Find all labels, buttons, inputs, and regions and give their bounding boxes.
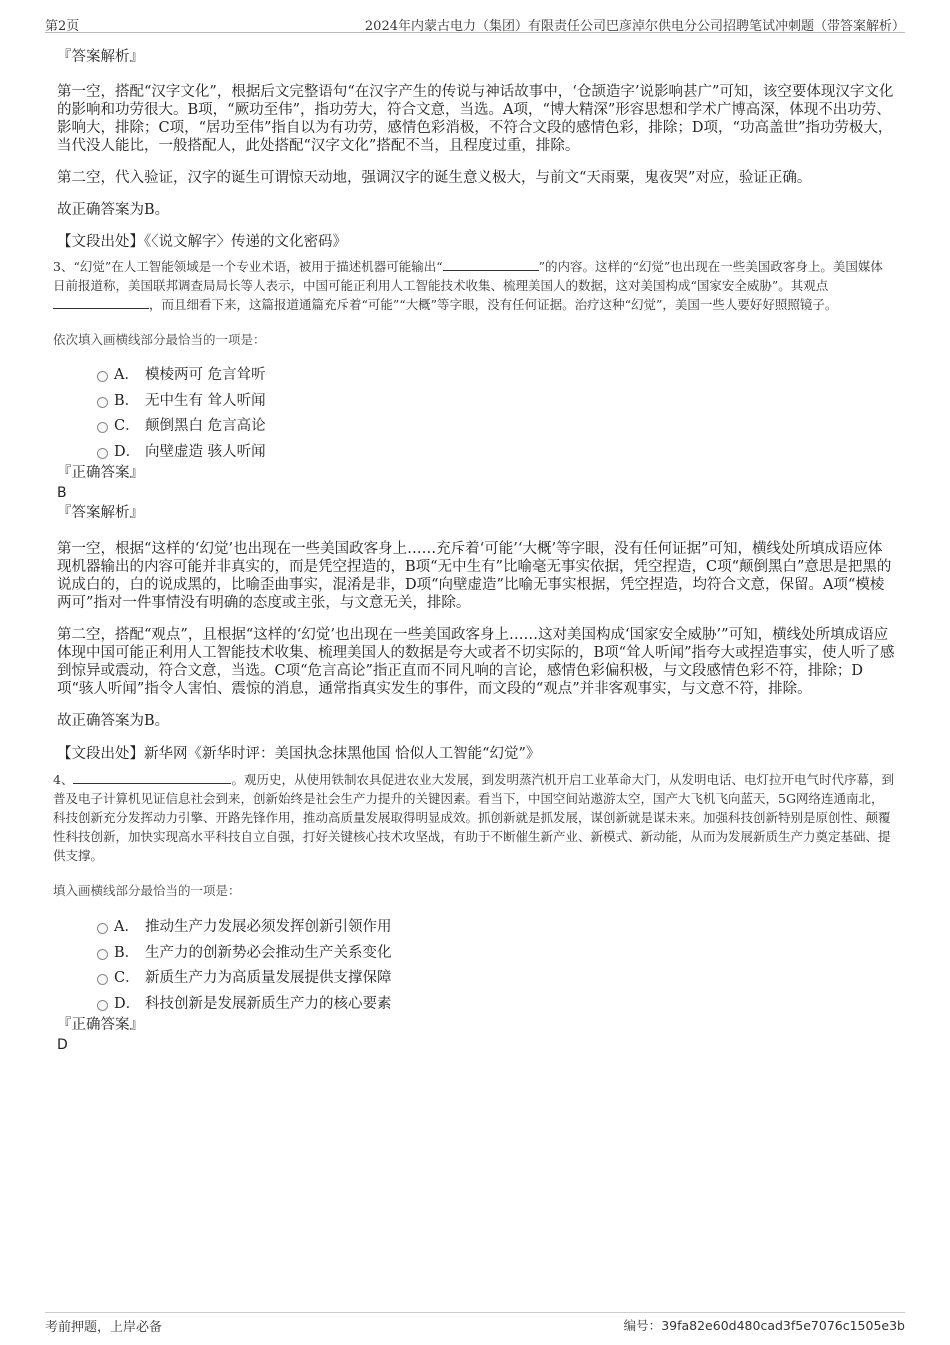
analysis-label: 『答案解析』: [57, 505, 144, 521]
option-c[interactable]: C． 颠倒黑白 危言高论: [57, 416, 895, 442]
option-b[interactable]: B． 生产力的创新势必会推动生产关系变化: [57, 943, 895, 969]
document-title: 2024年内蒙古电力（集团）有限责任公司巴彦淖尔供电分公司招聘笔试冲刺题（带答案解析）: [364, 19, 905, 34]
option-d[interactable]: D． 科技创新是发展新质生产力的核心要素: [57, 994, 895, 1020]
radio-icon[interactable]: [97, 448, 108, 459]
document-code: 编号：39fa82e60d480cad3f5e7076c1505e3b: [623, 1318, 905, 1333]
option-a[interactable]: A． 模棱两可 危言耸听: [57, 365, 895, 391]
blank-line: [443, 258, 539, 271]
answer-label: 『正确答案』: [57, 465, 144, 481]
radio-icon[interactable]: [97, 949, 108, 960]
radio-icon[interactable]: [97, 1000, 108, 1011]
option-d[interactable]: D． 向壁虚造 骇人听闻: [57, 442, 895, 468]
blank-line: [73, 771, 231, 784]
correct-answer: B: [57, 485, 67, 501]
radio-icon[interactable]: [97, 974, 108, 985]
page-number: 第2页: [45, 19, 80, 34]
analysis-paragraph-1: 第一空，搭配“汉字文化”，根据后文完整语句“在汉字产生的传说与神话故事中，‘仓颉造字’说影响甚广”可知，该空要体现汉字文化的影响和功劳很大。B项，“厥功至伟”，指功劳大，符合文意，当选。A项，“博大精深”形容思想和学术广博高深，体现不出功劳、影响大，排除；C项，“居功至伟”指自以为有功劳，感情色彩消极，不符合文段的感情色彩，排除；D项，“功高盖世”指功劳极大，当代没人能比，一般搭配人，此处搭配“汉字文化”搭配不当，且程度过重，排除。: [57, 84, 894, 154]
question-3: 3、“幻觉”在人工智能领域是一个专业术语，被用于描述机器可能输出“ ”的内容。这样的“幻觉”也出现在一些美国政客身上。美国媒体日前报道称，美国联邦调查局局长等人表示，中国可能正利用人工智能技术收集、梳理美国人的数据，这对美国构成“国家安全威胁”。其观点，而且细看下来，这篇报道通篇充斥着“可能”“大概”等字眼，没有任何证据。治疗这种“幻觉”，美国一些人要好好照照镜子。: [53, 259, 883, 312]
option-a[interactable]: A． 推动生产力发展必须发挥创新引领作用: [57, 917, 895, 943]
conclusion: 故正确答案为B。: [57, 202, 170, 218]
radio-icon[interactable]: [97, 923, 108, 934]
page-content: [53, 46, 895, 1053]
analysis-paragraph-2: 第二空，代入验证，汉字的诞生可谓惊天动地，强调汉字的诞生意义极大，与前文“天雨粟，鬼夜哭”对应，验证正确。: [57, 170, 812, 186]
conclusion: 故正确答案为B。: [57, 713, 170, 729]
options-list: [57, 917, 895, 1019]
radio-icon[interactable]: [97, 422, 108, 433]
page-footer: [45, 1312, 905, 1335]
page-header: [45, 14, 905, 33]
options-list: [57, 365, 895, 467]
analysis-paragraph-2: 第二空，搭配“观点”，且根据“这样的‘幻觉’也出现在一些美国政客身上……这对美国构成‘国家安全威胁’”可知，横线处所填成语应体现中国可能正利用人工智能技术收集、梳理美国人的数据是夸大或者不切实际的，B项“耸人听闻”指夸大或捏造事实，使人听了感到惊异或震动，符合文意，当选。C项“危言高论”指正直而不同凡响的言论，感情色彩偏积极，与文段感情色彩不符，排除；D项“骇人听闻”指令人害怕、震惊的消息，通常指真实发生的事件，而文段的“观点”并非客观事实，与文意不符，排除。: [57, 627, 895, 697]
answer-label: 『正确答案』: [57, 1017, 144, 1033]
option-c[interactable]: C． 新质生产力为高质量发展提供支撑保障: [57, 968, 895, 994]
source: 【文段出处】新华网《新华时评：美国执念抹黑他国 恰似人工智能“幻觉”》: [57, 746, 541, 762]
radio-icon[interactable]: [97, 371, 108, 382]
analysis-paragraph-1: 第一空，根据“这样的‘幻觉’也出现在一些美国政客身上……充斥着‘可能’‘大概’等字眼，没有任何证据”可知，横线处所填成语应体现机器输出的内容可能并非真实的，而是凭空捏造的，B项“无中生有”比喻毫无事实依据，凭空捏造，C项“颠倒黑白”意思是把黑的说成白的，白的说成黑的，比喻歪曲事实，混淆是非，D项“向壁虚造”比喻无事实根据，凭空捏造，均符合文意，保留。A项“模棱两可”指对一件事情没有明确的态度或主张，与文意无关，排除。: [57, 541, 892, 611]
analysis-label: 『答案解析』: [57, 49, 144, 65]
footer-slogan: 考前押题，上岸必备: [45, 1320, 163, 1335]
question-4: 4、 。观历史，从使用铁制农具促进农业大发展，到发明蒸汽机开启工业革命大门，从发明电话、电灯拉开电气时代序幕，到普及电子计算机见证信息社会到来，创新始终是社会生产力提升的关键因素。看当下，中国空间站遨游太空，国产大飞机飞向蓝天，5G网络连通南北，科技创新充分发挥动力引擎、开路先锋作用，推动高质量发展取得明显成效。抓创新就是抓发展，谋创新就是谋未来。加强科技创新特别是原创性、颠覆性科技创新，加快实现高水平科技自立自强，打好关键核心技术攻坚战，有助于不断催生新产业、新模式、新动能，从而为发展新质生产力奠定基础、提供支撑。: [53, 772, 894, 863]
source: 【文段出处】《〈说文解字〉传递的文化密码》: [57, 234, 347, 250]
question-prompt: 依次填入画横线部分最恰当的一项是：: [53, 332, 266, 347]
question-prompt: 填入画横线部分最恰当的一项是：: [53, 883, 241, 898]
blank-line: [53, 296, 149, 309]
option-b[interactable]: B． 无中生有 耸人听闻: [57, 391, 895, 417]
correct-answer: D: [57, 1037, 68, 1053]
radio-icon[interactable]: [97, 397, 108, 408]
